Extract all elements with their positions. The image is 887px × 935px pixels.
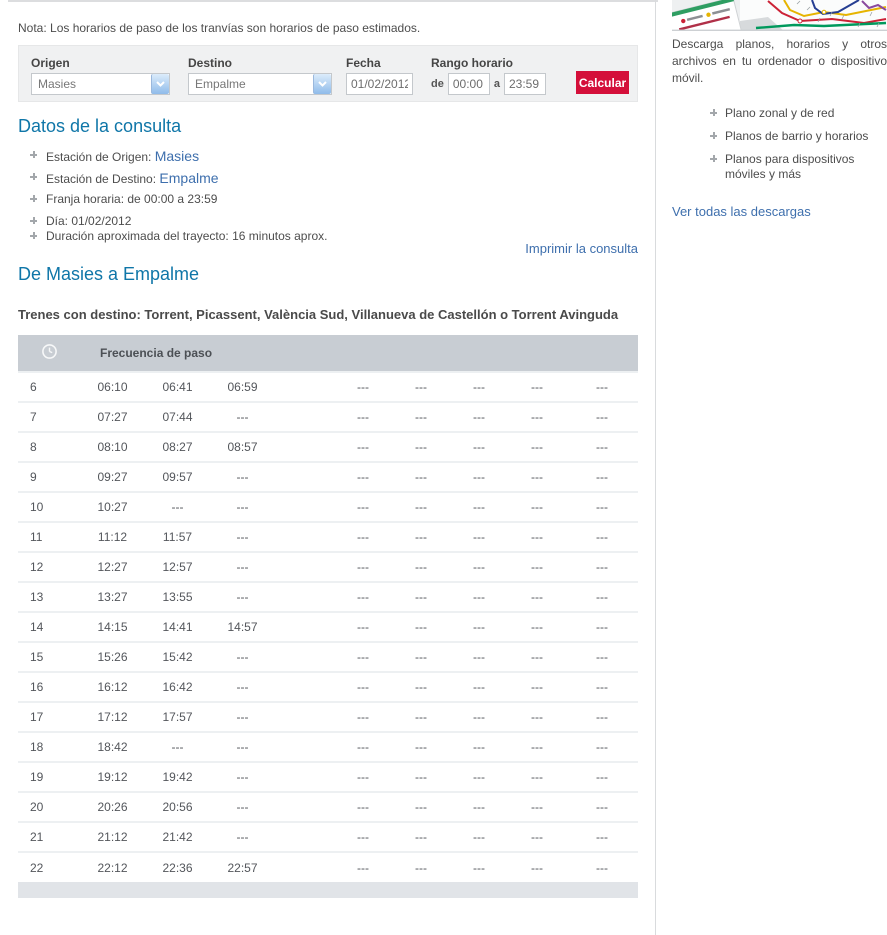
spacer-cell	[275, 642, 334, 672]
empty-time-cell: ---	[450, 522, 508, 552]
empty-time-cell: ---	[392, 642, 450, 672]
time-cell: 19:12	[80, 762, 145, 792]
spacer-cell	[275, 702, 334, 732]
empty-time-cell: ---	[450, 762, 508, 792]
time-cell: 08:57	[210, 432, 275, 462]
clock-icon	[18, 335, 80, 372]
hour-cell: 7	[18, 402, 80, 432]
empty-time-cell: ---	[210, 702, 275, 732]
time-cell: 15:42	[145, 642, 210, 672]
time-cell: 11:57	[145, 522, 210, 552]
time-cell: 14:15	[80, 612, 145, 642]
origin-select-value: Masies	[38, 77, 77, 91]
empty-time-cell: ---	[392, 462, 450, 492]
table-row	[18, 462, 638, 492]
top-divider	[8, 0, 658, 2]
empty-time-cell: ---	[508, 642, 566, 672]
destination-select[interactable]	[188, 73, 332, 95]
time-cell: 14:57	[210, 612, 275, 642]
empty-time-cell: ---	[508, 582, 566, 612]
time-cell: 10:27	[80, 492, 145, 522]
download-list-item[interactable]	[710, 129, 872, 144]
empty-time-cell: ---	[392, 372, 450, 402]
empty-time-cell: ---	[334, 492, 392, 522]
empty-time-cell: ---	[566, 702, 638, 732]
frequency-header-label: Frecuencia de paso	[80, 335, 638, 372]
empty-time-cell: ---	[334, 612, 392, 642]
empty-time-cell: ---	[392, 432, 450, 462]
table-row	[18, 732, 638, 762]
time-cell: 21:42	[145, 822, 210, 852]
table-row	[18, 402, 638, 432]
empty-time-cell: ---	[392, 492, 450, 522]
spacer-cell	[275, 462, 334, 492]
chevron-down-icon	[151, 74, 169, 94]
empty-time-cell: ---	[334, 522, 392, 552]
empty-time-cell: ---	[210, 732, 275, 762]
empty-time-cell: ---	[334, 702, 392, 732]
empty-time-cell: ---	[210, 822, 275, 852]
empty-time-cell: ---	[210, 492, 275, 522]
empty-time-cell: ---	[508, 852, 566, 882]
time-cell: 07:44	[145, 402, 210, 432]
time-range-label: Rango horario	[431, 56, 514, 70]
empty-time-cell: ---	[334, 582, 392, 612]
empty-time-cell: ---	[566, 642, 638, 672]
download-list-item[interactable]	[710, 106, 872, 121]
query-data-item	[30, 214, 630, 229]
empty-time-cell: ---	[334, 462, 392, 492]
hour-cell: 12	[18, 552, 80, 582]
empty-time-cell: ---	[566, 672, 638, 702]
date-input[interactable]	[346, 73, 413, 95]
table-row	[18, 522, 638, 552]
empty-time-cell: ---	[145, 492, 210, 522]
time-cell: 15:26	[80, 642, 145, 672]
query-data-item-text: Estación de Origen:	[46, 150, 155, 164]
empty-time-cell: ---	[450, 852, 508, 882]
destination-label: Destino	[188, 56, 233, 70]
route-title: De Masies a Empalme	[18, 264, 200, 284]
table-row	[18, 552, 638, 582]
empty-time-cell: ---	[392, 672, 450, 702]
origin-select[interactable]	[31, 73, 170, 95]
empty-time-cell: ---	[450, 672, 508, 702]
empty-time-cell: ---	[508, 402, 566, 432]
hour-cell: 14	[18, 612, 80, 642]
empty-time-cell: ---	[450, 582, 508, 612]
time-cell: 16:42	[145, 672, 210, 702]
empty-time-cell: ---	[392, 762, 450, 792]
empty-time-cell: ---	[566, 822, 638, 852]
print-row	[18, 240, 638, 258]
empty-time-cell: ---	[334, 822, 392, 852]
query-data-item-text: Estación de Destino:	[46, 172, 160, 186]
range-from-label: de	[431, 78, 444, 90]
estimated-times-note: Nota: Los horarios de paso de los tranvías son horarios de paso estimados.	[18, 21, 421, 35]
time-cell: 22:57	[210, 852, 275, 882]
empty-time-cell: ---	[566, 432, 638, 462]
query-data-item	[30, 192, 630, 214]
spacer-cell	[275, 762, 334, 792]
time-cell: 09:27	[80, 462, 145, 492]
spacer-cell	[275, 402, 334, 432]
spacer-cell	[275, 432, 334, 462]
downloads-sidebar	[672, 0, 887, 219]
empty-time-cell: ---	[450, 492, 508, 522]
station-link[interactable]: Empalme	[159, 170, 219, 186]
query-data-item	[30, 170, 630, 192]
table-row	[18, 822, 638, 852]
empty-time-cell: ---	[566, 612, 638, 642]
all-downloads-link[interactable]: Ver todas las descargas	[672, 204, 811, 219]
empty-time-cell: ---	[566, 402, 638, 432]
query-data-list	[30, 148, 630, 251]
hour-cell: 18	[18, 732, 80, 762]
origin-label: Origen	[31, 56, 70, 70]
empty-time-cell: ---	[392, 822, 450, 852]
empty-time-cell: ---	[566, 462, 638, 492]
table-row	[18, 642, 638, 672]
plus-bullet-icon	[30, 151, 37, 158]
hour-cell: 16	[18, 672, 80, 702]
empty-time-cell: ---	[392, 732, 450, 762]
empty-time-cell: ---	[450, 462, 508, 492]
empty-time-cell: ---	[334, 732, 392, 762]
hour-cell: 21	[18, 822, 80, 852]
empty-time-cell: ---	[392, 612, 450, 642]
downloads-description: Descarga planos, horarios y otros archivos en tu ordenador o dispositivo móvil.	[672, 37, 887, 85]
hour-cell: 10	[18, 492, 80, 522]
time-cell: 06:59	[210, 372, 275, 402]
spacer-cell	[275, 792, 334, 822]
empty-time-cell: ---	[334, 672, 392, 702]
empty-time-cell: ---	[392, 402, 450, 432]
hour-cell: 15	[18, 642, 80, 672]
empty-time-cell: ---	[210, 462, 275, 492]
empty-time-cell: ---	[508, 462, 566, 492]
time-cell: 12:27	[80, 552, 145, 582]
search-form	[18, 45, 638, 102]
empty-time-cell: ---	[334, 792, 392, 822]
empty-time-cell: ---	[450, 822, 508, 852]
spacer-cell	[275, 852, 334, 882]
plus-bullet-icon	[710, 109, 717, 116]
time-cell: 06:41	[145, 372, 210, 402]
empty-time-cell: ---	[450, 702, 508, 732]
empty-time-cell: ---	[450, 402, 508, 432]
hour-cell: 8	[18, 432, 80, 462]
hour-cell: 6	[18, 372, 80, 402]
download-list-item-text: Plano zonal y de red	[725, 106, 835, 120]
empty-time-cell: ---	[450, 372, 508, 402]
table-footer-band	[18, 882, 638, 898]
query-data-item	[30, 148, 630, 170]
range-from-input[interactable]	[448, 73, 490, 95]
chevron-down-icon	[313, 74, 331, 94]
spacer-cell	[275, 612, 334, 642]
empty-time-cell: ---	[508, 702, 566, 732]
time-cell: 18:42	[80, 732, 145, 762]
empty-time-cell: ---	[210, 522, 275, 552]
empty-time-cell: ---	[392, 702, 450, 732]
empty-time-cell: ---	[508, 732, 566, 762]
table-row	[18, 792, 638, 822]
plus-bullet-icon	[710, 155, 717, 162]
calculate-button[interactable]: Calcular	[576, 71, 629, 94]
spacer-cell	[275, 492, 334, 522]
empty-time-cell: ---	[566, 732, 638, 762]
destinations-subtitle: Trenes con destino: Torrent, Picassent, València Sud, Villanueva de Castellón o Torrent Avinguda	[18, 307, 619, 322]
empty-time-cell: ---	[566, 372, 638, 402]
table-row	[18, 762, 638, 792]
empty-time-cell: ---	[210, 672, 275, 702]
empty-time-cell: ---	[210, 582, 275, 612]
spacer-cell	[275, 582, 334, 612]
table-row	[18, 612, 638, 642]
timetable	[18, 335, 638, 882]
time-cell: 08:10	[80, 432, 145, 462]
timetable-wrap	[18, 335, 638, 898]
query-data-title: Datos de la consulta	[18, 116, 182, 136]
empty-time-cell: ---	[508, 552, 566, 582]
spacer-cell	[275, 552, 334, 582]
time-cell: 11:12	[80, 522, 145, 552]
download-list-item-text: Planos para dispositivos móviles y más	[725, 152, 855, 181]
empty-time-cell: ---	[508, 672, 566, 702]
empty-time-cell: ---	[450, 612, 508, 642]
query-data-item-text: Duración aproximada del trayecto: 16 minutos aprox.	[46, 229, 328, 243]
table-row	[18, 432, 638, 462]
hour-cell: 17	[18, 702, 80, 732]
spacer-cell	[275, 672, 334, 702]
plus-bullet-icon	[710, 132, 717, 139]
table-row	[18, 582, 638, 612]
empty-time-cell: ---	[450, 552, 508, 582]
empty-time-cell: ---	[508, 372, 566, 402]
destination-select-value: Empalme	[195, 77, 246, 91]
empty-time-cell: ---	[210, 642, 275, 672]
hour-cell: 11	[18, 522, 80, 552]
time-cell: 07:27	[80, 402, 145, 432]
empty-time-cell: ---	[145, 732, 210, 762]
time-cell: 06:10	[80, 372, 145, 402]
plus-bullet-icon	[30, 232, 37, 239]
empty-time-cell: ---	[508, 492, 566, 522]
print-query-link[interactable]: Imprimir la consulta	[525, 241, 638, 256]
hour-cell: 9	[18, 462, 80, 492]
query-data-item-text: Franja horaria: de 00:00 a 23:59	[46, 192, 218, 206]
time-cell: 20:56	[145, 792, 210, 822]
empty-time-cell: ---	[334, 372, 392, 402]
empty-time-cell: ---	[566, 522, 638, 552]
time-cell: 22:36	[145, 852, 210, 882]
empty-time-cell: ---	[392, 852, 450, 882]
empty-time-cell: ---	[210, 792, 275, 822]
downloads-list	[710, 106, 872, 182]
empty-time-cell: ---	[566, 582, 638, 612]
plus-bullet-icon	[30, 217, 37, 224]
time-cell: 14:41	[145, 612, 210, 642]
empty-time-cell: ---	[508, 432, 566, 462]
date-label: Fecha	[346, 56, 381, 70]
time-cell: 12:57	[145, 552, 210, 582]
empty-time-cell: ---	[566, 552, 638, 582]
plus-bullet-icon	[30, 173, 37, 180]
range-to-input[interactable]	[504, 73, 546, 95]
empty-time-cell: ---	[334, 432, 392, 462]
table-row	[18, 372, 638, 402]
spacer-cell	[275, 822, 334, 852]
hour-cell: 13	[18, 582, 80, 612]
station-link[interactable]: Masies	[154, 148, 200, 164]
table-row	[18, 702, 638, 732]
empty-time-cell: ---	[334, 852, 392, 882]
empty-time-cell: ---	[450, 432, 508, 462]
empty-time-cell: ---	[508, 612, 566, 642]
time-cell: 13:55	[145, 582, 210, 612]
time-cell: 08:27	[145, 432, 210, 462]
table-row	[18, 672, 638, 702]
time-cell: 21:12	[80, 822, 145, 852]
time-cell: 13:27	[80, 582, 145, 612]
time-cell: 16:12	[80, 672, 145, 702]
time-cell: 09:57	[145, 462, 210, 492]
download-list-item-text: Planos de barrio y horarios	[725, 129, 869, 143]
empty-time-cell: ---	[450, 642, 508, 672]
spacer-cell	[275, 732, 334, 762]
empty-time-cell: ---	[450, 792, 508, 822]
time-cell: 22:12	[80, 852, 145, 882]
empty-time-cell: ---	[508, 762, 566, 792]
empty-time-cell: ---	[566, 762, 638, 792]
metro-map-thumbnail[interactable]	[672, 0, 887, 31]
spacer-cell	[275, 372, 334, 402]
empty-time-cell: ---	[334, 552, 392, 582]
empty-time-cell: ---	[334, 642, 392, 672]
time-cell: 19:42	[145, 762, 210, 792]
empty-time-cell: ---	[210, 402, 275, 432]
time-cell: 20:26	[80, 792, 145, 822]
column-divider	[655, 0, 656, 935]
empty-time-cell: ---	[508, 792, 566, 822]
empty-time-cell: ---	[392, 582, 450, 612]
empty-time-cell: ---	[392, 552, 450, 582]
empty-time-cell: ---	[210, 762, 275, 792]
empty-time-cell: ---	[210, 552, 275, 582]
range-to-label: a	[493, 78, 500, 90]
empty-time-cell: ---	[508, 822, 566, 852]
plus-bullet-icon	[30, 195, 37, 202]
empty-time-cell: ---	[566, 852, 638, 882]
empty-time-cell: ---	[450, 732, 508, 762]
table-header-row	[18, 335, 638, 372]
empty-time-cell: ---	[334, 762, 392, 792]
empty-time-cell: ---	[392, 792, 450, 822]
hour-cell: 22	[18, 852, 80, 882]
empty-time-cell: ---	[566, 492, 638, 522]
empty-time-cell: ---	[566, 792, 638, 822]
time-cell: 17:12	[80, 702, 145, 732]
table-row	[18, 852, 638, 882]
hour-cell: 19	[18, 762, 80, 792]
table-row	[18, 492, 638, 522]
hour-cell: 20	[18, 792, 80, 822]
empty-time-cell: ---	[392, 522, 450, 552]
download-list-item[interactable]	[710, 152, 872, 182]
empty-time-cell: ---	[508, 522, 566, 552]
query-data-item-text: Día: 01/02/2012	[46, 214, 132, 228]
spacer-cell	[275, 522, 334, 552]
time-cell: 17:57	[145, 702, 210, 732]
empty-time-cell: ---	[334, 402, 392, 432]
